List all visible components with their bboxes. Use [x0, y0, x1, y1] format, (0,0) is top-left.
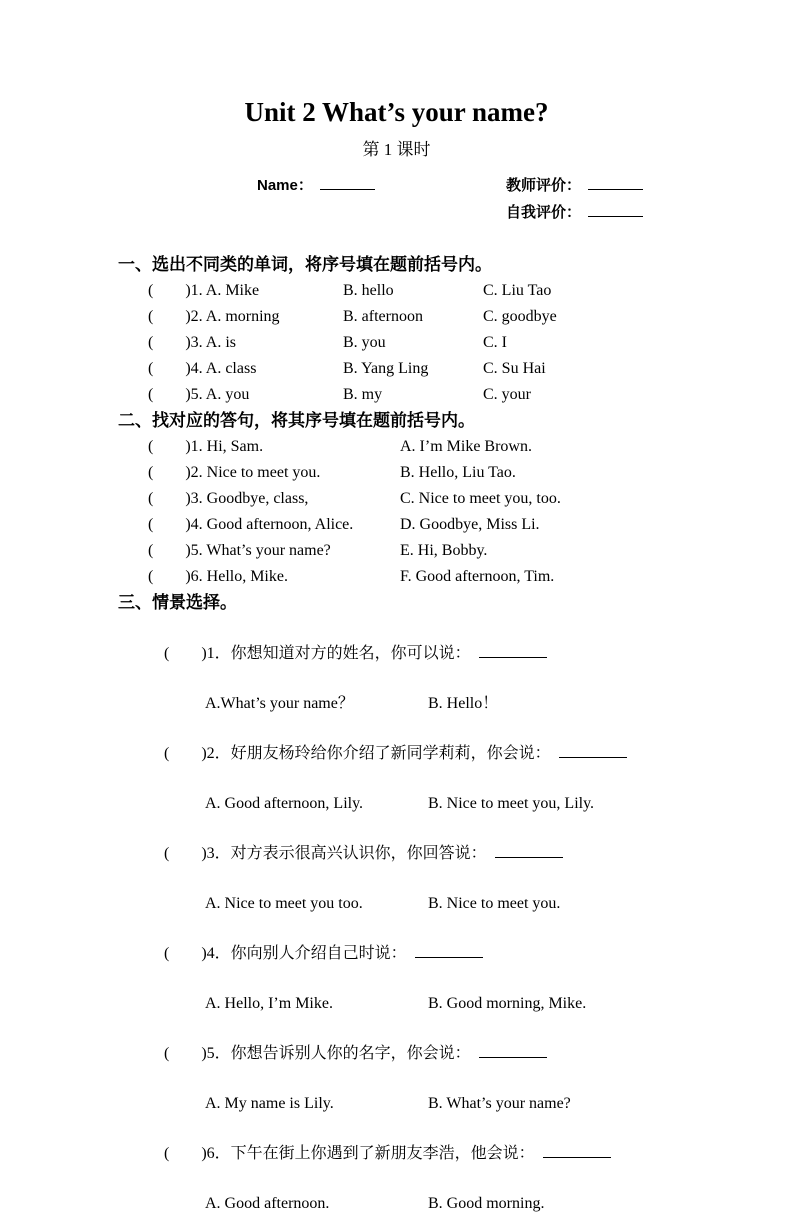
match-answer: D. Goodbye, Miss Li.: [400, 516, 540, 533]
lesson-subtitle: 第 1 课时: [362, 140, 431, 159]
self-eval-field: [506, 199, 643, 226]
scenario-question: [0, 816, 793, 891]
match-question: ( )2. Nice to meet you.: [148, 464, 321, 481]
scenario-question: [0, 1116, 793, 1191]
match-row: [0, 486, 793, 512]
answer-blank: [543, 1143, 611, 1158]
match-question: ( )3. Goodbye, class,: [148, 490, 309, 507]
option-b: B. Good morning, Mike.: [428, 995, 587, 1012]
word-choice-row: [0, 304, 793, 330]
answer-blank: [479, 1043, 547, 1058]
bracket-option-a: ( )5. A. you: [148, 386, 250, 403]
scenario-question: [0, 716, 793, 791]
answer-blank: [559, 743, 627, 758]
option-c: C. goodbye: [483, 308, 557, 325]
option-b: B. you: [343, 334, 386, 351]
option-b: B. my: [343, 386, 383, 403]
bracket-option-a: ( )4. A. class: [148, 360, 257, 377]
option-c: C. Liu Tao: [483, 282, 552, 299]
option-a: A.What’s your name？: [205, 695, 354, 712]
header-fields-row: [0, 172, 793, 226]
match-row: [0, 434, 793, 460]
option-a: A. Good afternoon.: [205, 1195, 330, 1212]
option-b: B. What’s your name?: [428, 1095, 571, 1112]
match-row: [0, 460, 793, 486]
scenario-options: [0, 791, 793, 816]
page-title: Unit 2 What’s your name?: [244, 97, 549, 127]
match-row: [0, 564, 793, 590]
scenario-options: [0, 691, 793, 716]
match-answer: E. Hi, Bobby.: [400, 542, 488, 559]
self-eval-label: 自我评价：: [505, 204, 581, 221]
name-blank: [320, 175, 375, 190]
scenario-question-text: ( )1．你想知道对方的姓名，你可以说：: [164, 645, 471, 662]
option-c: C. I: [483, 334, 507, 351]
word-choice-row: [0, 330, 793, 356]
teacher-eval-blank: [588, 175, 643, 190]
evaluation-block: [506, 172, 643, 226]
scenario-options: [0, 1191, 793, 1216]
option-b: B. Nice to meet you.: [428, 895, 561, 912]
scenario-question-text: ( )4．你向别人介绍自己时说：: [164, 945, 407, 962]
option-b: B. hello: [343, 282, 394, 299]
word-choice-row: [0, 278, 793, 304]
scenario-question: [0, 616, 793, 691]
word-choice-row: [0, 382, 793, 408]
scenario-options: [0, 1091, 793, 1116]
match-question: ( )1. Hi, Sam.: [148, 438, 264, 455]
teacher-eval-label: 教师评价：: [505, 177, 581, 194]
scenario-options: [0, 991, 793, 1016]
match-answer: C. Nice to meet you, too.: [400, 490, 561, 507]
bracket-option-a: ( )1. A. Mike: [148, 282, 260, 299]
scenario-question-text: ( )6．下午在街上你遇到了新朋友李浩，他会说：: [164, 1145, 535, 1162]
match-answer: A. I’m Mike Brown.: [400, 438, 532, 455]
option-a: A. Nice to meet you too.: [205, 895, 363, 912]
scenario-options: [0, 891, 793, 916]
answer-blank: [415, 943, 483, 958]
option-c: C. Su Hai: [483, 360, 546, 377]
section3-heading: 三、情景选择。: [118, 593, 237, 612]
answer-blank: [495, 843, 563, 858]
option-c: C. your: [483, 386, 531, 403]
bracket-option-a: ( )3. A. is: [148, 334, 236, 351]
option-a: A. My name is Lily.: [205, 1095, 334, 1112]
scenario-question-text: ( )3．对方表示很高兴认识你，你回答说：: [164, 845, 487, 862]
word-choice-row: [0, 356, 793, 382]
match-row: [0, 512, 793, 538]
option-b: B. Nice to meet you, Lily.: [428, 795, 595, 812]
answer-blank: [479, 643, 547, 658]
bracket-option-a: ( )2. A. morning: [148, 308, 280, 325]
scenario-question-text: ( )5．你想告诉别人你的名字，你会说：: [164, 1045, 471, 1062]
teacher-eval-field: [506, 172, 643, 199]
match-question: ( )6. Hello, Mike.: [148, 568, 288, 585]
option-b: B. afternoon: [343, 308, 423, 325]
option-a: A. Good afternoon, Lily.: [205, 795, 364, 812]
scenario-question: [0, 916, 793, 991]
name-field: [257, 172, 375, 226]
scenario-question: [0, 1016, 793, 1091]
scenario-question-text: ( )2．好朋友杨玲给你介绍了新同学莉莉，你会说：: [164, 745, 551, 762]
section2-heading: 二、找对应的答句，将其序号填在题前括号内。: [118, 411, 475, 430]
section1-heading: 一、选出不同类的单词，将序号填在题前括号内。: [118, 255, 492, 274]
match-question: ( )5. What’s your name?: [148, 542, 331, 559]
option-b: B. Yang Ling: [343, 360, 429, 377]
option-a: A. Hello, I’m Mike.: [205, 995, 333, 1012]
name-label: Name：: [257, 177, 313, 194]
option-b: B. Hello！: [428, 695, 499, 712]
option-b: B. Good morning.: [428, 1195, 545, 1212]
match-question: ( )4. Good afternoon, Alice.: [148, 516, 354, 533]
match-answer: F. Good afternoon, Tim.: [400, 568, 555, 585]
self-eval-blank: [588, 202, 643, 217]
match-row: [0, 538, 793, 564]
match-answer: B. Hello, Liu Tao.: [400, 464, 516, 481]
